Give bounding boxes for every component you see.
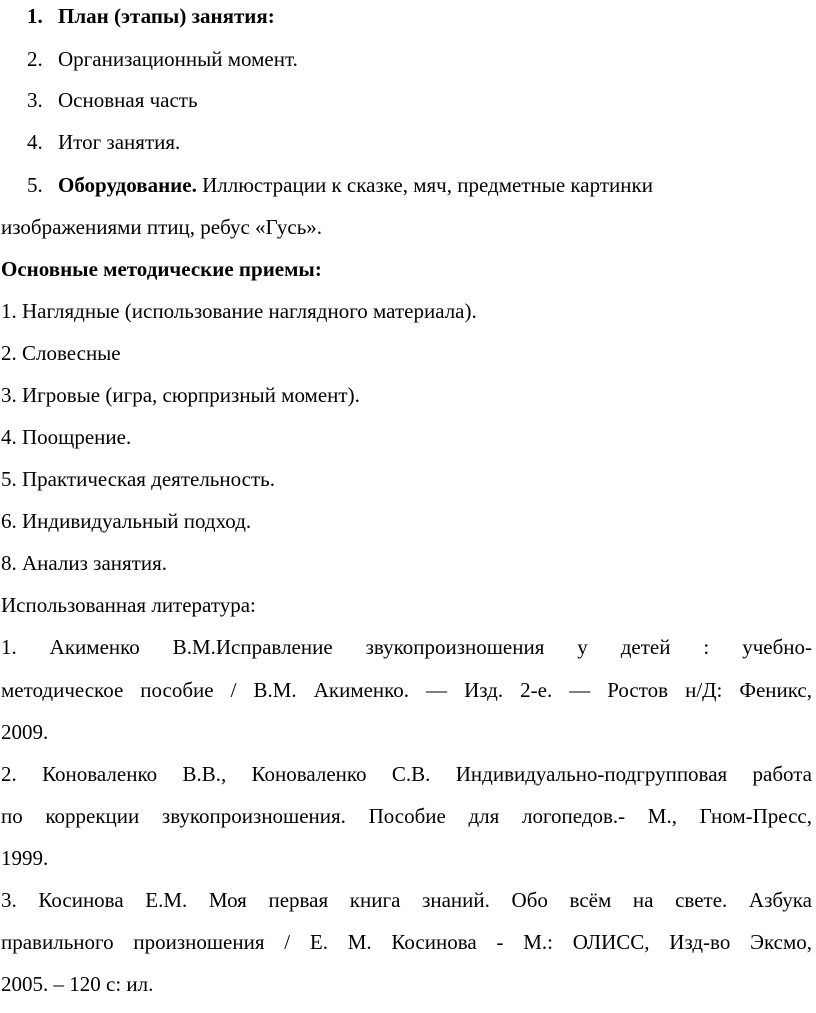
method-item-1: 1. Наглядные (использование наглядного материала). <box>1 299 477 323</box>
reference-2-line-2: по коррекции звукопроизношения. Пособие для логопедов.- М., Гном-Пресс, <box>1 804 812 828</box>
method-item-8: 8. Анализ занятия. <box>1 551 168 575</box>
reference-3-line-1: 3. Косинова Е.М. Моя первая книга знаний. Обо всём на свете. Азбука <box>1 888 812 912</box>
method-item-2: 2. Словесные <box>1 341 121 365</box>
plan-item-1-number: 1. <box>27 4 43 28</box>
plan-item-3-number: 3. <box>27 88 43 112</box>
plan-item-1-text: План (этапы) занятия: <box>58 4 275 28</box>
plan-item-3-text: Основная часть <box>58 88 198 112</box>
literature-heading: Использованная литература: <box>1 593 256 617</box>
plan-item-2-number: 2. <box>27 47 43 71</box>
plan-item-2 <box>27 47 812 71</box>
plan-equipment <box>27 173 812 197</box>
plan-equipment-continued: изображениями птиц, ребус «Гусь». <box>1 215 323 239</box>
plan-item-4 <box>27 130 812 154</box>
reference-2-line-3: 1999. <box>1 846 49 870</box>
reference-2-line-1: 2. Коноваленко В.В., Коноваленко С.В. Индивидуально-подгрупповая работа <box>1 762 812 786</box>
plan-equipment-number: 5. <box>27 173 43 197</box>
plan-equipment-text: Иллюстрации к сказке, мяч, предметные картинки <box>196 173 653 197</box>
plan-item-3 <box>27 88 812 112</box>
plan-item-2-text: Организационный момент. <box>58 47 298 71</box>
reference-3-line-2: правильного произношения / Е. М. Косинова - М.: ОЛИСС, Изд-во Эксмо, <box>1 930 812 954</box>
plan-item-4-number: 4. <box>27 130 43 154</box>
reference-1-line-1: 1. Акименко В.М.Исправление звукопроизношения у детей : учебно- <box>1 635 812 659</box>
method-item-6: 6. Индивидуальный подход. <box>1 509 252 533</box>
plan-item-1 <box>27 4 812 28</box>
reference-1-line-2: методическое пособие / В.М. Акименко. — Изд. 2-е. — Ростов н/Д: Феникс, <box>1 678 812 702</box>
plan-item-4-text: Итог занятия. <box>58 130 181 154</box>
methods-heading: Основные методические приемы: <box>1 257 322 281</box>
reference-3-line-3: 2005. – 120 с: ил. <box>1 972 154 996</box>
method-item-4: 4. Поощрение. <box>1 425 132 449</box>
method-item-3: 3. Игровые (игра, сюрпризный момент). <box>1 383 360 407</box>
plan-equipment-label: Оборудование. <box>58 173 197 197</box>
reference-1-line-3: 2009. <box>1 720 49 744</box>
method-item-5: 5. Практическая деятельность. <box>1 467 275 491</box>
